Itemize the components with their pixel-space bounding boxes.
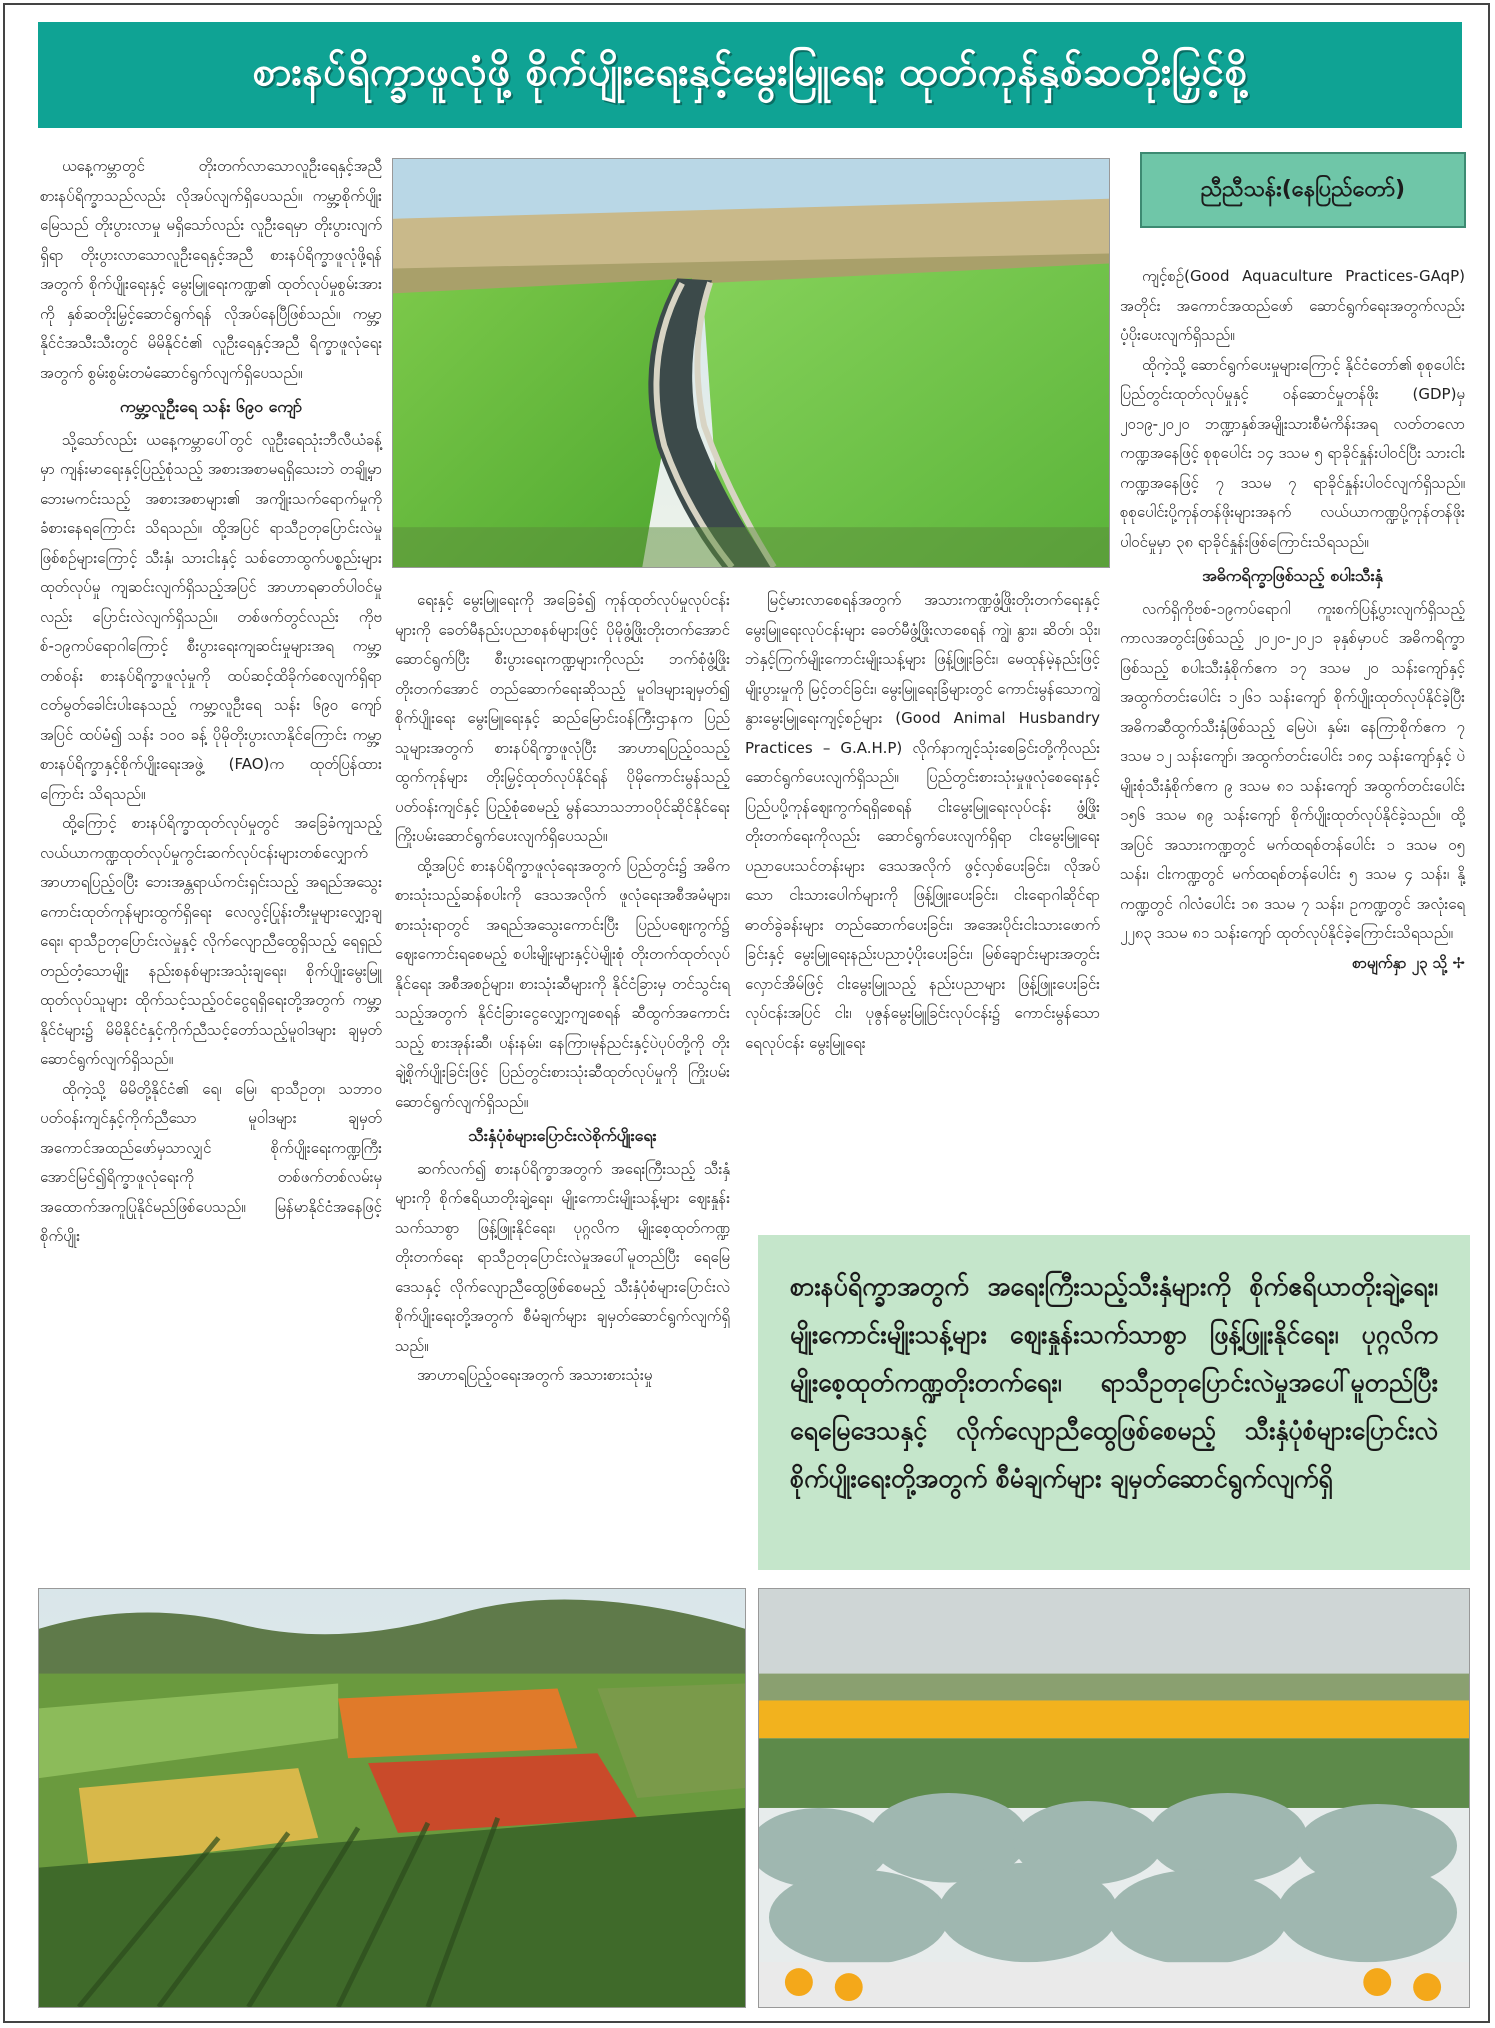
byline-box [1140,152,1466,228]
paragraph: ထိုကဲ့သို့ မိမိတို့နိုင်ငံ၏ ရေ၊ မြေ၊ ရာသီဥတု၊ သဘာဝပတ်ဝန်းကျင်နှင့်ကိုက်ညီသော မူဝါဒများ ချမှတ်အကောင်အထည်ဖော်မှသာလျှင် စိုက်ပျိုးရေးကဏ္ဍကြီး အောင်မြင်၍ရိက္ခာဖူလုံရေးကို တစ်ဖက်တစ်လမ်းမှ အထောက်အကူပြုနိုင်မည်ဖြစ်ပေသည်။ မြန်မာနိုင်ငံအနေဖြင့် စိုက်ပျိုး [40,1079,382,1245]
headline-banner [38,22,1462,128]
paragraph: ထို့ကြောင့် စားနပ်ရိက္ခာထုတ်လုပ်မှုတွင် အခြေခံကျသည့် လယ်ယာကဏ္ဍထုတ်လုပ်မှုကွင်းဆက်လုပ်ငန်းများတစ်လျှောက် အာဟာရပြည့်ဝပြီး ဘေးအန္တရာယ်ကင်းရှင်းသည့် အရည်အသွေးကောင်းထုတ်ကုန်များထွက်ရှိရေး လေလွင့်ပြုန်းတီးမှုများလျှော့ချရေး၊ ရာသီဥတုပြောင်းလဲမှုနှင့် လိုက်လျောညီထွေရှိသည့် ရေရှည်တည်တံ့သောမျိုး နည်းစနစ်များအသုံးချရေး၊ စိုက်ပျိုးမွေးမြူထုတ်လုပ်သူများ ထိုက်သင့်သည့်ဝင်ငွေရရှိရေးတို့အတွက် ကမ္ဘာ့နိုင်ငံများ၌ မိမိနိုင်ငံနှင့်ကိုက်ညီသင့်တော်သည့်မူဝါဒများ ချမှတ်ဆောင်ရွက်လျက်ရှိသည်။ [40,814,382,1068]
subheading: အဓိကရိက္ခာဖြစ်သည့် စပါးသီးနှံ [1202,566,1383,585]
paragraph: အာဟာရပြည့်ဝရေးအတွက် အသားစားသုံးမှု [417,1366,653,1384]
article-column-2 [395,586,730,1391]
article-column-1 [40,152,382,1252]
vegetable-field-photo [758,1588,1470,2008]
subheading: သီးနှံပုံစံများပြောင်းလဲစိုက်ပျိုးရေး [468,1126,657,1145]
subheading: ကမ္ဘာ့လူဦးရေ သန်း ၆၉၀ ကျော် [119,397,303,416]
continued-note: စာမျက်နှာ ၂၃ သို့ ✢ [1352,953,1465,972]
paragraph: မြင့်မားလာစေရန်အတွက် အသားကဏ္ဍဖွံ့ဖြိုးတိုးတက်ရေးနှင့် မွေးမြူရေးလုပ်ငန်းများ ခေတ်မီဖွံ့ဖြိုးလာစေရန် ကျွဲ၊ နွား၊ ဆိတ်၊ သိုး၊ ဘဲနှင့်ကြက်မျိုးကောင်းမျိုးသန့်များ ဖြန့်ဖြူးခြင်း၊ မေထုန်မဲ့နည်းဖြင့် မျိုးပွားမှုကို မြင့်တင်ခြင်း၊ မွေးမြူရေးခြံများတွင် ကောင်းမွန်သောကျွဲနွားမွေးမြူရေးကျင့်စဉ်များ (Good Animal Husbandry Practices – G.A.H.P) လိုက်နာကျင့်သုံးစေခြင်းတို့ကိုလည်း ဆောင်ရွက်ပေးလျက်ရှိသည်။ ပြည်တွင်းစားသုံးမှုဖူလုံစေရေးနှင့် ပြည်ပပို့ကုန်ဈေးကွက်ရရှိစေရန် ငါးမွေးမြူရေးလုပ်ငန်း ဖွံ့ဖြိုးတိုးတက်ရေးကိုလည်း ဆောင်ရွက်ပေးလျက်ရှိရာ ငါးမွေးမြူရေးပညာပေးသင်တန်းများ ဒေသအလိုက် ဖွင့်လှစ်ပေးခြင်း၊ လိုအပ်သော ငါးသားပေါက်များကို ဖြန့်ဖြူးပေးခြင်း၊ ငါးရောဂါဆိုင်ရာ ဓာတ်ခွဲခန်းများ တည်ဆောက်ပေးခြင်း၊ အအေးပိုင်းငါးသားဖောက်ခြင်းနှင့် မွေးမြူရေးနည်းပညာပံ့ပိုးပေးခြင်း၊ မြစ်ချောင်းများအတွင်း လှောင်အိမ်ဖြင့် ငါးမွေးမြူသည့် နည်းပညာများ ဖြန့်ဖြူးပေးခြင်းလုပ်ငန်းအပြင် ငါး၊ ပုဇွန်မွေးမြူခြင်းလုပ်ငန်း၌ ကောင်းမွန်သောရေလုပ်ငန်း မွေးမြူရေး [745,591,1100,1052]
headline-text: စားနပ်ရိက္ခာဖူလုံဖို့ စိုက်ပျိုးရေးနှင့်မွေးမြူရေး ထုတ်ကုန်နှစ်ဆတိုးမြှင့်စို့ [252,48,1248,95]
byline-text: ညီညီသန်း(နေပြည်တော်) [1200,176,1406,202]
paragraph: ဆက်လက်၍ စားနပ်ရိက္ခာအတွက် အရေးကြီးသည့် သီးနှံများကို စိုက်ဧရိယာတိုးချဲ့ရေး၊ မျိုးကောင်းမျိုးသန့်များ ဈေးနှုန်းသက်သာစွာ ဖြန့်ဖြူးနိုင်ရေး၊ ပုဂ္ဂလိက မျိုးစေ့ထုတ်ကဏ္ဍတိုးတက်ရေး ရာသီဥတုပြောင်းလဲမှုအပေါ်မူတည်ပြီး ရေမြေဒေသနှင့် လိုက်လျောညီထွေဖြစ်စေမည့် သီးနှံပုံစံများပြောင်းလဲ စိုက်ပျိုးရေးတို့အတွက် စီမံချက်များ ချမှတ်ဆောင်ရွက်လျက်ရှိသည်။ [395,1159,730,1355]
paragraph: ထို့အပြင် စားနပ်ရိက္ခာဖူလုံရေးအတွက် ပြည်တွင်း၌ အဓိကစားသုံးသည့်ဆန်စပါးကို ဒေသအလိုက် ဖူလုံရေးအစီအမံများ၊ စားသုံးရာတွင် အရည်အသွေးကောင်းပြီး ပြည်ပဈေးကွက်၌ ဈေးကောင်းရစေမည့် စပါးမျိုးများနှင့်ပဲမျိုးစုံ တိုးတက်ထုတ်လုပ်နိုင်ရေး အစီအစဉ်များ၊ စားသုံးဆီများကို နိုင်ငံခြားမှ တင်သွင်းရသည့်အတွက် နိုင်ငံခြားငွေလျှော့ကျစေရန် ဆီထွက်အကောင်းသည့် စားအုန်းဆီ၊ ပန်းနမ်း၊ နေကြာ၊မုန်ညင်းနှင့်ပဲပုပ်တို့ကို တိုးချဲ့စိုက်ပျိုးခြင်းဖြင့် ပြည်တွင်းစားသုံးဆီထုတ်လုပ်မှုကို ကြိုးပမ်းဆောင်ရွက်လျက်ရှိသည်။ [395,856,730,1111]
flower-field-photo [38,1588,746,2008]
paragraph: ကျင့်စဉ်(Good Aquaculture Practices-GAqP) အတိုင်း အကောင်အထည်ဖော် ဆောင်ရွက်ရေးအတွက်လည်း ပံ့ပိုးပေးလျက်ရှိသည်။ [1120,267,1465,344]
article-column-4 [1120,262,1465,978]
paragraph: ထိုကဲ့သို့ ဆောင်ရွက်ပေးမှုများကြောင့် နိုင်ငံတော်၏ စုစုပေါင်းပြည်တွင်းထုတ်လုပ်မှုနှင့် ဝန်ဆောင်မှုတန်ဖိုး (GDP)မှ ၂၀၁၉-၂၀၂၀ ဘဏ္ဍာနှစ်အမျိုးသားစီမံကိန်းအရ လတ်တလောကဏ္ဍအနေဖြင့် စုစုပေါင်း ၁၄ ဒသမ ၅ ရာခိုင်နှုန်းပါဝင်ပြီး သားငါးကဏ္ဍအနေဖြင့် ၇ ဒသမ ၇ ရာခိုင်နှုန်းပါဝင်လျက်ရှိသည်။ စုစုပေါင်းပို့ကုန်တန်ဖိုးများအနက် လယ်ယာကဏ္ဍပို့ကုန်တန်ဖိုးပါဝင်မှုမှာ ၃၈ ရာခိုင်နှုန်းဖြစ်ကြောင်းသိရသည်။ [1120,355,1465,551]
pull-quote-box [758,1235,1470,1570]
pull-quote-text: စားနပ်ရိက္ခာအတွက် အရေးကြီးသည့်သီးနှံများကို စိုက်ဧရိယာတိုးချဲ့ရေး၊ မျိုးကောင်းမျိုးသန့်များ ဈေးနှုန်းသက်သာစွာ ဖြန့်ဖြူးနိုင်ရေး၊ ပုဂ္ဂလိက မျိုးစေ့ထုတ်ကဏ္ဍတိုးတက်ရေး၊ ရာသီဥတုပြောင်းလဲမှုအပေါ်မူတည်ပြီး ရေမြေဒေသနှင့် လိုက်လျောညီထွေဖြစ်စေမည့် သီးနှံပုံစံများပြောင်းလဲ စိုက်ပျိုးရေးတို့အတွက် စီမံချက်များ ချမှတ်ဆောင်ရွက်လျက်ရှိ [790,1272,1438,1493]
article-column-3 [745,586,1100,1058]
paragraph: ရေးနှင့် မွေးမြူရေးကို အခြေခံ၍ ကုန်ထုတ်လုပ်မှုလုပ်ငန်းများကို ခေတ်မီနည်းပညာစနစ်များဖြင့် ပိုမိုဖွံ့ဖြိုးတိုးတက်အောင် ဆောင်ရွက်ပြီး စီးပွားရေးကဏ္ဍများကိုလည်း ဘက်စုံဖွံ့ဖြိုးတိုးတက်အောင် တည်ဆောက်ရေးဆိုသည့် မူဝါဒများချမှတ်၍ စိုက်ပျိုးရေး မွေးမြူရေးနှင့် ဆည်မြောင်းဝန်ကြီးဌာနက ပြည်သူများအတွက် စားနပ်ရိက္ခာဖူလုံပြီး အာဟာရပြည့်ဝသည့် ထွက်ကုန်များ တိုးမြှင့်ထုတ်လုပ်နိုင်ရန် ပိုမိုကောင်းမွန်သည့် ပတ်ဝန်းကျင်နှင့် ပြည့်စုံစေမည့် မွန်သောသဘာဝပိုင်ဆိုင်နိုင်ရေးကြိုးပမ်းဆောင်ရွက်ပေးလျက်ရှိပေသည်။ [395,591,730,845]
paragraph: သို့သော်လည်း ယနေ့ကမ္ဘာပေါ်တွင် လူဦးရေသုံးဘီလီယံခန့်မှာ ကျန်းမာရေးနှင့်ပြည့်စုံသည့် အစားအစာမရရှိသေးဘဲ တချို့မှာ ဘေးမကင်းသည့် အစားအစာများ၏ အကျိုးသက်ရောက်မှုကို ခံစားနေရကြောင်း သိရသည်။ ထို့အပြင် ရာသီဥတုပြောင်းလဲမှုဖြစ်စဉ်များကြောင့် သီးနှံ၊ သားငါးနှင့် သစ်တောထွက်ပစ္စည်းများထုတ်လုပ်မှု ကျဆင်းလျက်ရှိသည့်အပြင် အာဟာရဓာတ်ပါဝင်မှုလည်း ပြောင်းလဲလျက်ရှိသည်။ တစ်ဖက်တွင်လည်း ကိုဗစ်-၁၉ကပ်ရောဂါကြောင့် စီးပွားရေးကျဆင်းမှုများအရ ကမ္ဘာ့တစ်ဝန်း စားနပ်ရိက္ခာဖူလုံမှုကို ထပ်ဆင့်ထိခိုက်စေလျက်ရှိရာ ငတ်မွတ်ခေါင်းပါးနေသည့် ကမ္ဘာ့လူဦးရေ သန်း ၆၉၀ ကျော်အပြင် ထပ်မံ၍ သန်း ၁၀၀ ခန့် ပိုမိုတိုးပွားလာနိုင်ကြောင်း ကမ္ဘာ့စားနပ်ရိက္ခာနှင့်စိုက်ပျိုးရေးအဖွဲ့ (FAO)က ထုတ်ပြန်ထားကြောင်း သိရသည်။ [40,430,382,803]
canal-field-photo [392,158,1110,568]
paragraph: လက်ရှိကိုဗစ်-၁၉ကပ်ရောဂါ ကူးစက်ပြန့်ပွားလျက်ရှိသည့်ကာလအတွင်းဖြစ်သည့် ၂၀၂၀-၂၀၂၁ ခုနှစ်မှာပင် အဓိကရိက္ခာဖြစ်သည့် စပါးသီးနှံစိုက်ဧက ၁၇ ဒသမ ၂၀ သန်းကျော်နှင့် အထွက်တင်းပေါင်း ၁၂၆၁ သန်းကျော် စိုက်ပျိုးထုတ်လုပ်နိုင်ခဲ့ပြီး အဓိကဆီထွက်သီးနှံဖြစ်သည့် မြေပဲ၊ နှမ်း၊ နေကြာစိုက်ဧက ၇ ဒသမ ၁၂ သန်းကျော်၊ အထွက်တင်းပေါင်း ၁၈၄ သန်းကျော်နှင့် ပဲမျိုးစုံသီးနှံစိုက်ဧက ၉ ဒသမ ၈၁ သန်းကျော် အထွက်တင်းပေါင်း ၁၅၆ ဒသမ ၈၉ သန်းကျော် စိုက်ပျိုးထုတ်လုပ်နိုင်ခဲ့သည်။ ထို့အပြင် အသားကဏ္ဍတွင် မက်ထရစ်တန်ပေါင်း ၁ ဒသမ ၀၅ သန်း၊ ငါးကဏ္ဍတွင် မက်ထရစ်တန်ပေါင်း ၅ ဒသမ ၄ သန်း၊ နို့ကဏ္ဍတွင် ဂါလံပေါင်း ၁၈ ဒသမ ၇ သန်း၊ ဥကဏ္ဍတွင် အလုံးရေ ၂၂၈၃ ဒသမ ၈၁ သန်းကျော် ထုတ်လုပ်နိုင်ခဲ့ကြောင်းသိရသည်။ [1120,599,1465,942]
paragraph: ယနေ့ကမ္ဘာတွင် တိုးတက်လာသောလူဦးရေနှင့်အညီ စားနပ်ရိက္ခာသည်လည်း လိုအပ်လျက်ရှိပေသည်။ ကမ္ဘာ့စိုက်ပျိုးမြေသည် တိုးပွားလာမှု မရှိသော်လည်း လူဦးရေမှာ တိုးပွားလျက်ရှိရာ တိုးပွားလာသောလူဦးရေနှင့်အညီ စားနပ်ရိက္ခာဖူလုံဖို့ရန်အတွက် စိုက်ပျိုးရေးနှင့် မွေးမြူရေးကဏ္ဍ၏ ထုတ်လုပ်မှုစွမ်းအားကို နှစ်ဆတိုးမြှင့်ဆောင်ရွက်ရန် လိုအပ်နေပြီဖြစ်သည်။ ကမ္ဘာ့နိုင်ငံအသီးသီးတွင် မိမိနိုင်ငံ၏ လူဦးရေနှင့်အညီ ရိက္ခာဖူလုံရေးအတွက် စွမ်းစွမ်းတမံဆောင်ရွက်လျက်ရှိပေသည်။ [40,157,382,382]
